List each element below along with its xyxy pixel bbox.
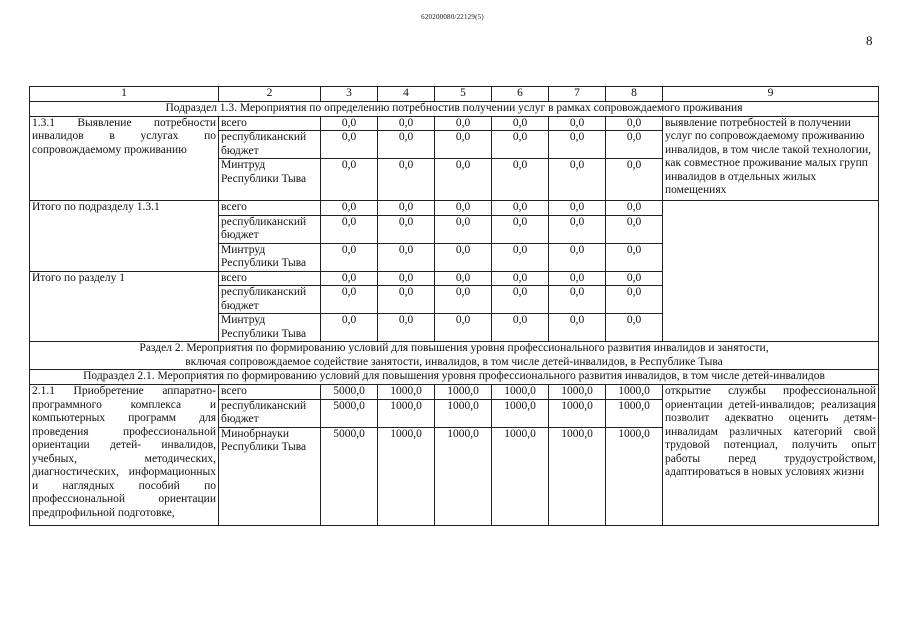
value-cell: 0,0 — [492, 131, 549, 159]
value-cell: 0,0 — [435, 286, 492, 314]
value-cell: 0,0 — [378, 243, 435, 271]
program-table — [29, 86, 879, 526]
value-cell: 0,0 — [321, 271, 378, 286]
funding-source: всего — [219, 201, 321, 216]
value-cell: 0,0 — [321, 116, 378, 131]
value-cell: 0,0 — [435, 215, 492, 243]
value-cell: 0,0 — [606, 243, 663, 271]
value-cell: 0,0 — [435, 116, 492, 131]
value-cell: 0,0 — [549, 243, 606, 271]
value-cell: 0,0 — [321, 314, 378, 342]
value-cell: 0,0 — [492, 314, 549, 342]
value-cell: 0,0 — [321, 243, 378, 271]
value-cell: 1000,0 — [435, 399, 492, 427]
column-number: 7 — [549, 87, 606, 102]
funding-source: Минобрнауки Республики Тыва — [219, 427, 321, 525]
total-1-3-1-name: Итого по подразделу 1.3.1 — [30, 201, 219, 272]
column-number: 9 — [663, 87, 879, 102]
value-cell: 5000,0 — [321, 399, 378, 427]
value-cell: 1000,0 — [549, 385, 606, 400]
value-cell: 0,0 — [435, 271, 492, 286]
value-cell: 0,0 — [378, 116, 435, 131]
value-cell: 1000,0 — [606, 385, 663, 400]
value-cell: 0,0 — [378, 215, 435, 243]
column-number: 4 — [378, 87, 435, 102]
value-cell: 0,0 — [606, 116, 663, 131]
funding-source: республиканский бюджет — [219, 215, 321, 243]
value-cell: 0,0 — [321, 215, 378, 243]
column-number: 6 — [492, 87, 549, 102]
funding-source: всего — [219, 271, 321, 286]
value-cell: 0,0 — [378, 131, 435, 159]
funding-source: Минтруд Республики Тыва — [219, 314, 321, 342]
funding-source: Минтруд Республики Тыва — [219, 159, 321, 201]
value-cell: 0,0 — [492, 116, 549, 131]
value-cell: 0,0 — [435, 201, 492, 216]
total-section-1-name: Итого по разделу 1 — [30, 271, 219, 342]
value-cell: 0,0 — [606, 131, 663, 159]
subsection-2-1-heading: Подраздел 2.1. Мероприятия по формированию условий для повышения уровня профессионального развития инвалидов, в том числе детей-инвалидов — [30, 370, 879, 385]
value-cell: 1000,0 — [378, 385, 435, 400]
value-cell: 0,0 — [321, 201, 378, 216]
funding-source: республиканский бюджет — [219, 399, 321, 427]
value-cell: 0,0 — [378, 201, 435, 216]
value-cell: 0,0 — [549, 201, 606, 216]
value-cell: 1000,0 — [606, 399, 663, 427]
value-cell: 1000,0 — [492, 399, 549, 427]
value-cell: 1000,0 — [606, 427, 663, 525]
value-cell: 0,0 — [378, 271, 435, 286]
value-cell: 0,0 — [606, 271, 663, 286]
funding-source: республиканский бюджет — [219, 131, 321, 159]
value-cell: 0,0 — [435, 159, 492, 201]
column-number: 1 — [30, 87, 219, 102]
value-cell: 0,0 — [549, 271, 606, 286]
value-cell: 0,0 — [435, 243, 492, 271]
value-cell: 0,0 — [435, 131, 492, 159]
value-cell: 1000,0 — [378, 399, 435, 427]
column-number: 5 — [435, 87, 492, 102]
value-cell: 0,0 — [492, 286, 549, 314]
value-cell: 1000,0 — [549, 427, 606, 525]
value-cell: 1000,0 — [492, 385, 549, 400]
column-number: 2 — [219, 87, 321, 102]
funding-source: Минтруд Республики Тыва — [219, 243, 321, 271]
value-cell: 0,0 — [378, 159, 435, 201]
section-2-heading — [30, 342, 879, 370]
column-number: 3 — [321, 87, 378, 102]
value-cell: 5000,0 — [321, 385, 378, 400]
item-1-3-1-name: 1.3.1 Выявление потребности инвалидов в услугах по сопровождаемому проживанию — [30, 116, 219, 201]
item-2-1-1-result: открытие службы профессиональной ориентации детей-инвалидов; реализация позволит адекватно оценить детям-инвалидам различных категорий свой трудовой потенциал, получить опыт работы перед трудоустройством, адаптироваться в новых условиях жизни — [663, 385, 879, 526]
subsection-1-3-heading: Подраздел 1.3. Мероприятия по определению потребностив получении услуг в рамках сопровождаемого проживания — [30, 101, 879, 116]
funding-source: республиканский бюджет — [219, 286, 321, 314]
section-2-heading-line: Раздел 2. Мероприятия по формированию условий для повышения уровня профессионального развития инвалидов и занятости, — [139, 342, 769, 354]
item-2-1-1-name: 2.1.1 Приобретение аппаратно-программного комплекса и компьютерных программ для проведения профессиональной ориентации детей- инвалидов, учебных, методических, диагностических, информационных и наглядных пособий по профессиональной ориентации предпрофильной подготовке, — [30, 385, 219, 526]
page-number: 8 — [866, 33, 873, 48]
document-id: 620200080/22129(5) — [421, 13, 484, 21]
value-cell: 0,0 — [492, 215, 549, 243]
value-cell: 0,0 — [435, 314, 492, 342]
value-cell: 0,0 — [492, 159, 549, 201]
empty-result-cell — [663, 201, 879, 342]
value-cell: 0,0 — [321, 159, 378, 201]
value-cell: 0,0 — [378, 314, 435, 342]
value-cell: 0,0 — [549, 286, 606, 314]
value-cell: 1000,0 — [378, 427, 435, 525]
value-cell: 0,0 — [549, 131, 606, 159]
value-cell: 0,0 — [606, 314, 663, 342]
value-cell: 0,0 — [549, 159, 606, 201]
value-cell: 0,0 — [606, 286, 663, 314]
column-number: 8 — [606, 87, 663, 102]
value-cell: 0,0 — [321, 286, 378, 314]
value-cell: 0,0 — [606, 201, 663, 216]
value-cell: 0,0 — [492, 243, 549, 271]
funding-source: всего — [219, 116, 321, 131]
value-cell: 0,0 — [492, 201, 549, 216]
value-cell: 0,0 — [606, 215, 663, 243]
value-cell: 1000,0 — [435, 385, 492, 400]
value-cell: 0,0 — [549, 215, 606, 243]
column-number-row — [30, 87, 879, 102]
value-cell: 1000,0 — [435, 427, 492, 525]
value-cell: 0,0 — [321, 131, 378, 159]
value-cell: 0,0 — [492, 271, 549, 286]
value-cell: 1000,0 — [549, 399, 606, 427]
value-cell: 0,0 — [606, 159, 663, 201]
funding-source: всего — [219, 385, 321, 400]
item-1-3-1-result: выявление потребностей в получении услуг по сопровождаемому проживанию инвалидов, в том числе такой технологии, как совместное проживание малых групп инвалидов в отдельных жилых помещениях — [663, 116, 879, 201]
value-cell: 0,0 — [378, 286, 435, 314]
value-cell: 0,0 — [549, 116, 606, 131]
value-cell: 0,0 — [549, 314, 606, 342]
value-cell: 5000,0 — [321, 427, 378, 525]
section-2-heading-line: включая сопровождаемое содействие занятости, инвалидов, в том числе детей-инвалидов, в Республике Тыва — [185, 355, 723, 368]
value-cell: 1000,0 — [492, 427, 549, 525]
